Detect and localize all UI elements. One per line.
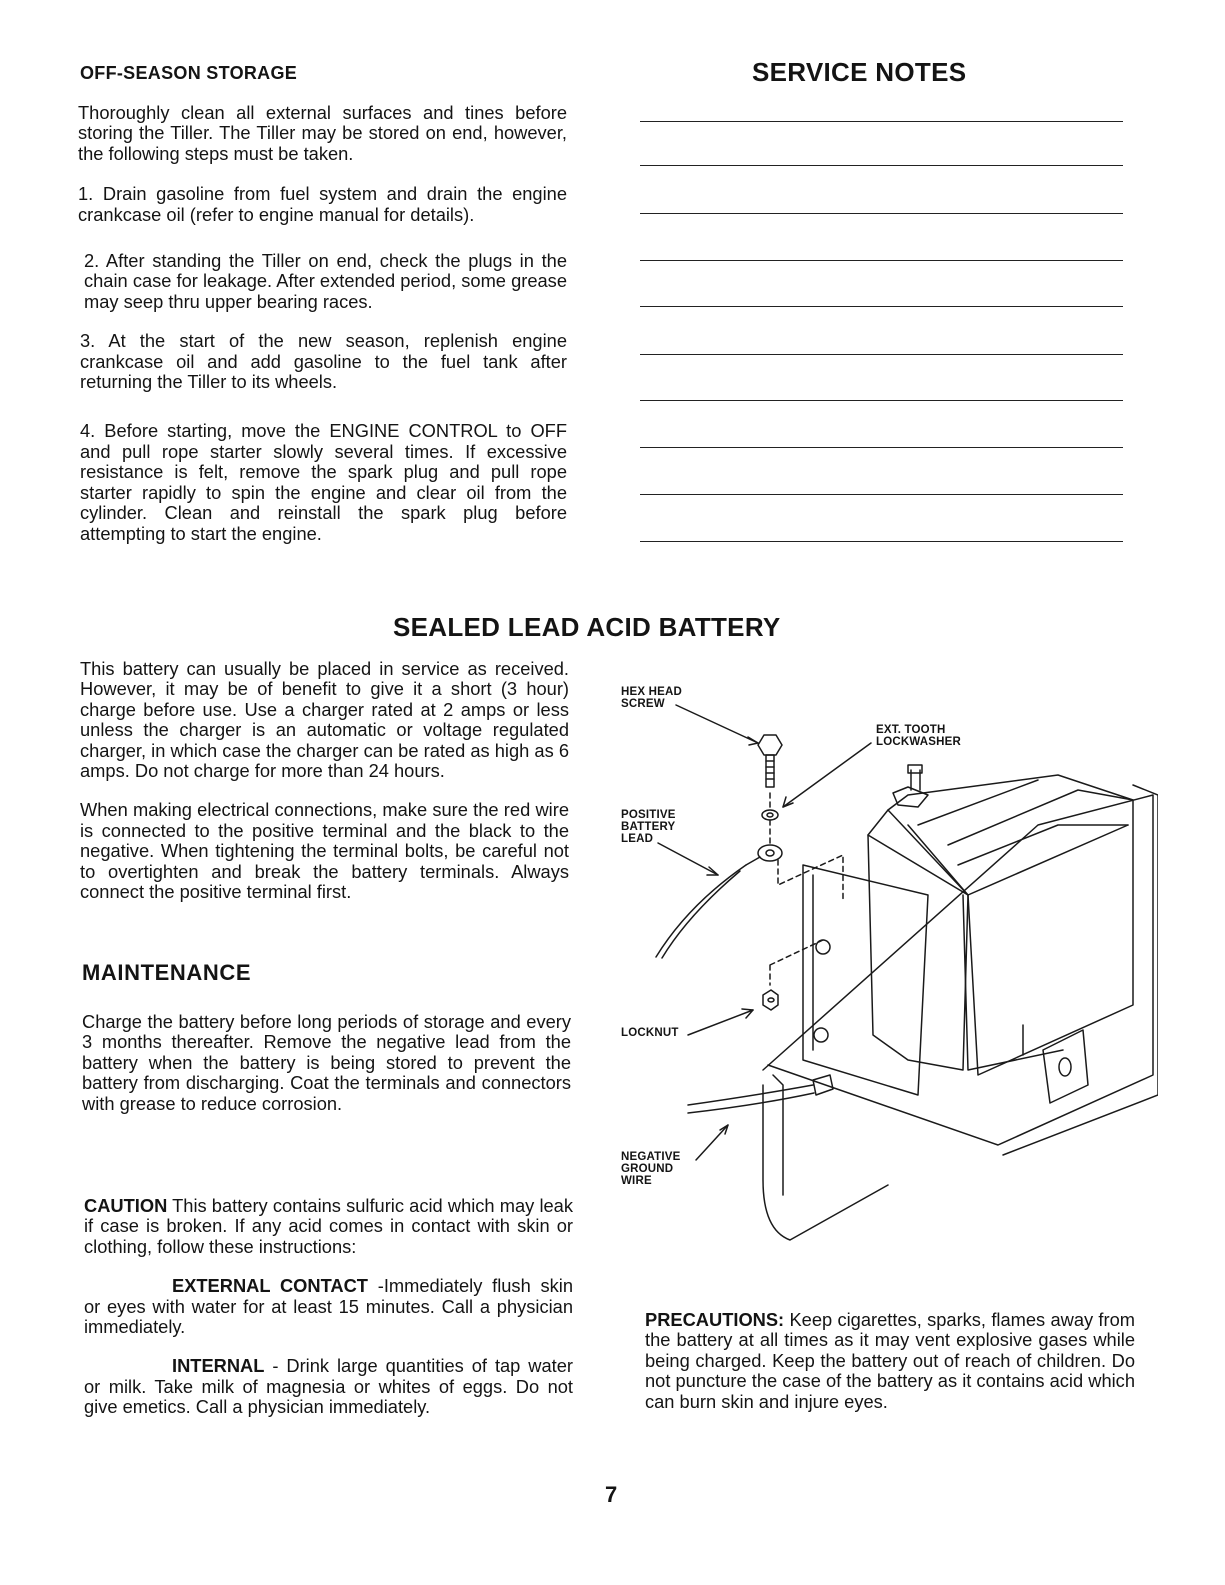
label-negative-line-1: NEGATIVE [621, 1151, 681, 1163]
maintenance-heading: MAINTENANCE [82, 960, 252, 985]
note-line [640, 541, 1123, 542]
label-lockwasher-line-1: EXT. TOOTH [876, 724, 946, 736]
external-contact-text: -Immediately flush skin or eyes with water for at least 15 minutes. Call a physician immediately. [84, 1275, 574, 1338]
label-locknut: LOCKNUT [621, 1027, 679, 1039]
caution-text: This battery contains sulfuric acid which may leak if case is broken. If any acid comes in contact with skin or clothing, follow these instructions: [84, 1195, 573, 1257]
service-notes-heading: SERVICE NOTES [752, 57, 967, 87]
locknut [763, 990, 778, 1010]
label-negative-line-2: GROUND [621, 1163, 674, 1175]
ext-tooth-lockwasher [762, 810, 778, 820]
battery-heading: SEALED LEAD ACID BATTERY [393, 612, 781, 642]
label-positive-battery-lead [621, 809, 676, 845]
negative-ground-wire [688, 1085, 813, 1105]
battery-section [80, 659, 569, 902]
positive-lead-cable [656, 865, 746, 957]
side-screw-lower [814, 1028, 828, 1042]
note-line [640, 494, 1123, 495]
maintenance-section [82, 1012, 571, 1114]
caution-label: CAUTION [84, 1195, 168, 1216]
storage-intro: Thoroughly clean all external surfaces and tines before storing the Tiller. The Tiller may be stored on end, however, the following steps must be taken. [78, 102, 567, 164]
note-line [640, 400, 1123, 401]
off-season-storage-heading: OFF-SEASON STORAGE [80, 63, 298, 83]
positive-lead-ring [758, 845, 782, 861]
label-positive-line-3: LEAD [621, 833, 654, 845]
storage-step-2: 2. After standing the Tiller on end, check the plugs in the chain case for leakage. After extended period, some grease may seep thru upper bearing races. [84, 250, 567, 312]
bracket-front-plate [763, 1085, 888, 1240]
label-positive-line-2: BATTERY [621, 821, 676, 833]
battery-mounting-diagram [618, 675, 1158, 1255]
battery-paragraph-2: When making electrical connections, make sure the red wire is connected to the positive terminal and the black to the negative. When tightening the terminal bolts, be careful not to overtighten and break the battery terminals. Always connect the positive terminal first. [80, 799, 569, 903]
precautions-text: Keep cigarettes, sparks, flames away from the battery at all times as it may vent explosive gases while being charged. Keep the battery out of reach of children. Do not puncture the case of the battery as it contains acid which can burn skin and injure eyes. [645, 1309, 1135, 1412]
caution-paragraph [84, 1196, 573, 1257]
external-contact-paragraph [84, 1276, 573, 1337]
note-line [640, 121, 1123, 122]
internal-label: INTERNAL [172, 1355, 265, 1377]
storage-step-1: 1. Drain gasoline from fuel system and drain the engine crankcase oil (refer to engine manual for details). [78, 183, 567, 225]
precautions-paragraph [645, 1310, 1135, 1412]
label-negative-ground-wire [621, 1151, 681, 1187]
negative-ground-connector [813, 1075, 833, 1095]
label-hex-head-line-1: HEX HEAD [621, 686, 683, 698]
off-season-storage-section [78, 103, 567, 544]
note-line [640, 260, 1123, 261]
internal-text: - Drink large quantities of tap water or milk. Take milk of magnesia or whites of eggs. Do not give emetics. Call a physician immediately. [84, 1355, 573, 1418]
note-line [640, 447, 1123, 448]
label-ext-tooth-lockwasher [876, 724, 961, 748]
bracket-tab-hole [1059, 1058, 1071, 1076]
hex-head-screw [758, 735, 782, 755]
storage-step-4: 4. Before starting, move the ENGINE CONTROL to OFF and pull rope starter slowly several times. If excessive resistance is felt, remove the spark plug and pull rope starter rapidly to spin the engine and clear oil from the cylinder. Clean and reinstall the spark plug before attempting to start the engine. [80, 420, 567, 544]
note-line [640, 165, 1123, 166]
positive-lead-crimp [746, 857, 760, 865]
label-lockwasher-line-2: LOCKWASHER [876, 736, 962, 748]
precautions-section [645, 1310, 1135, 1412]
label-positive-line-1: POSITIVE [621, 809, 676, 821]
internal-paragraph [84, 1356, 573, 1417]
battery-diagram-illustration [618, 675, 1158, 1255]
battery-paragraph-1: This battery can usually be placed in service as received. However, it may be of benefit to give it a short (3 hour) charge before use. Use a charger rated at 2 amps or less unless the charger is an automatic or voltage regulated charger, in which case the charger can be rated as high as 6 amps. Do not charge for more than 24 hours. [80, 658, 569, 782]
label-hex-head-line-2: SCREW [621, 698, 665, 710]
storage-step-3: 3. At the start of the new season, replenish engine crankcase oil and add gasoline to the fuel tank after returning the Tiller to its wheels. [80, 330, 567, 393]
bracket-tab [1043, 1030, 1088, 1103]
note-line [640, 306, 1123, 307]
page-number: 7 [605, 1482, 618, 1507]
note-line [640, 354, 1123, 355]
precautions-label: PRECAUTIONS: [645, 1309, 785, 1330]
label-hex-head-screw [621, 686, 682, 710]
caution-section [84, 1196, 573, 1418]
maintenance-paragraph: Charge the battery before long periods of storage and every 3 months thereafter. Remove the negative lead from the battery when the battery is being stored to prevent the battery from discharging. Coat the terminals and connectors with grease to reduce corrosion. [82, 1011, 571, 1114]
note-line [640, 213, 1123, 214]
side-screw-upper [816, 940, 830, 954]
label-negative-line-3: WIRE [621, 1175, 652, 1187]
external-contact-label: EXTERNAL CONTACT [172, 1275, 368, 1297]
